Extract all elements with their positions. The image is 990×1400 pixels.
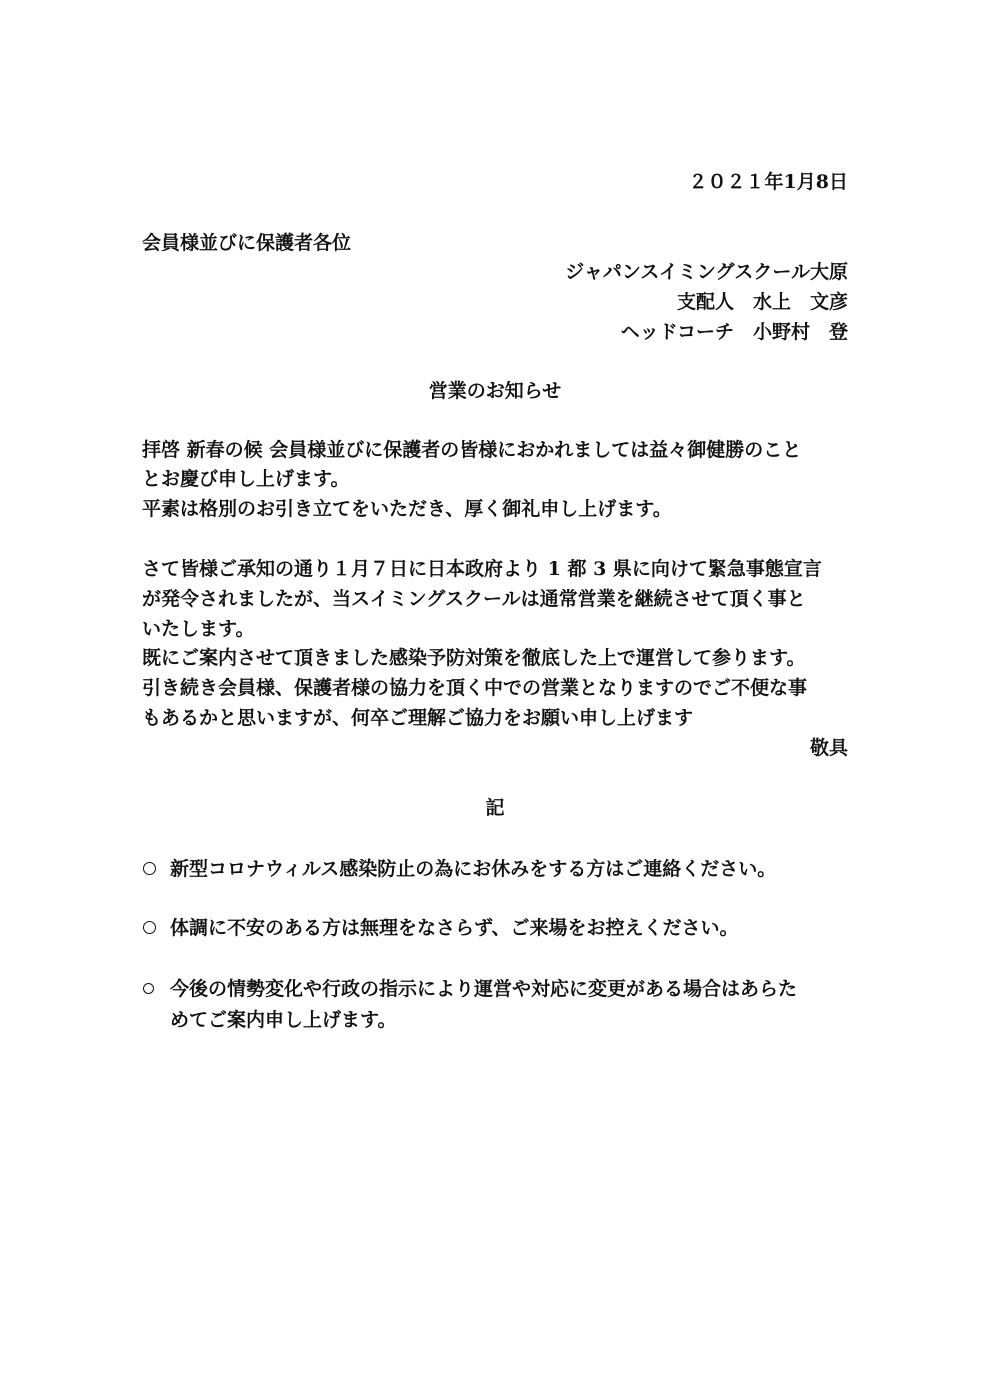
greeting-line: とお慶び申し上げます。 xyxy=(142,468,350,490)
circle-bullet-icon xyxy=(143,862,156,875)
document-date: ２０２１年1月8日 xyxy=(688,171,848,193)
notice-item-text: 新型コロナウィルス感染防止の為にお休みをする方はご連絡ください。 xyxy=(170,858,777,880)
greeting-line: 平素は格別のお引き立てをいただき、厚く御礼申し上げます。 xyxy=(142,498,672,520)
notice-item-text: 今後の情勢変化や行政の指示により運営や対応に変更がある場合はあらた xyxy=(170,978,798,1000)
greeting-line: 拝啓 新春の候 会員様並びに保護者の皆様におかれましては益々御健勝のこと xyxy=(142,439,802,461)
ki-heading: 記 xyxy=(485,797,505,819)
body-line: もあるかと思いますが、何卒ご理解ご協力をお願い申し上げます xyxy=(142,707,694,729)
closing: 敬具 xyxy=(809,737,848,759)
document-title: 営業のお知らせ xyxy=(428,380,562,402)
notice-item-text: めてご案内申し上げます。 xyxy=(170,1009,397,1031)
body-line: さて皆様ご承知の通り１月７日に日本政府より 1 都 3 県に向けて緊急事態宣言 xyxy=(142,558,822,580)
body-line: が発令されましたが、当スイミングスクールは通常営業を継続させて頂く事と xyxy=(142,588,806,610)
body-line: 既にご案内させて頂きました感染予防対策を徹底した上で運営して参ります。 xyxy=(142,647,806,669)
sender-organization: ジャパンスイミングスクール大原 xyxy=(565,261,848,283)
circle-bullet-icon xyxy=(143,983,154,994)
circle-bullet-icon xyxy=(143,921,156,934)
addressee: 会員様並びに保護者各位 xyxy=(142,232,352,254)
body-line: いたします。 xyxy=(142,618,255,640)
body-line: 引き続き会員様、保護者様の協力を頂く中での営業となりますのでご不便な事 xyxy=(142,677,808,699)
sender-manager: 支配人 水上 文彦 xyxy=(676,291,848,313)
notice-item-text: 体調に不安のある方は無理をなさらず、ご来場をお控えください。 xyxy=(170,917,739,939)
sender-coach: ヘッドコーチ 小野村 登 xyxy=(620,321,848,343)
